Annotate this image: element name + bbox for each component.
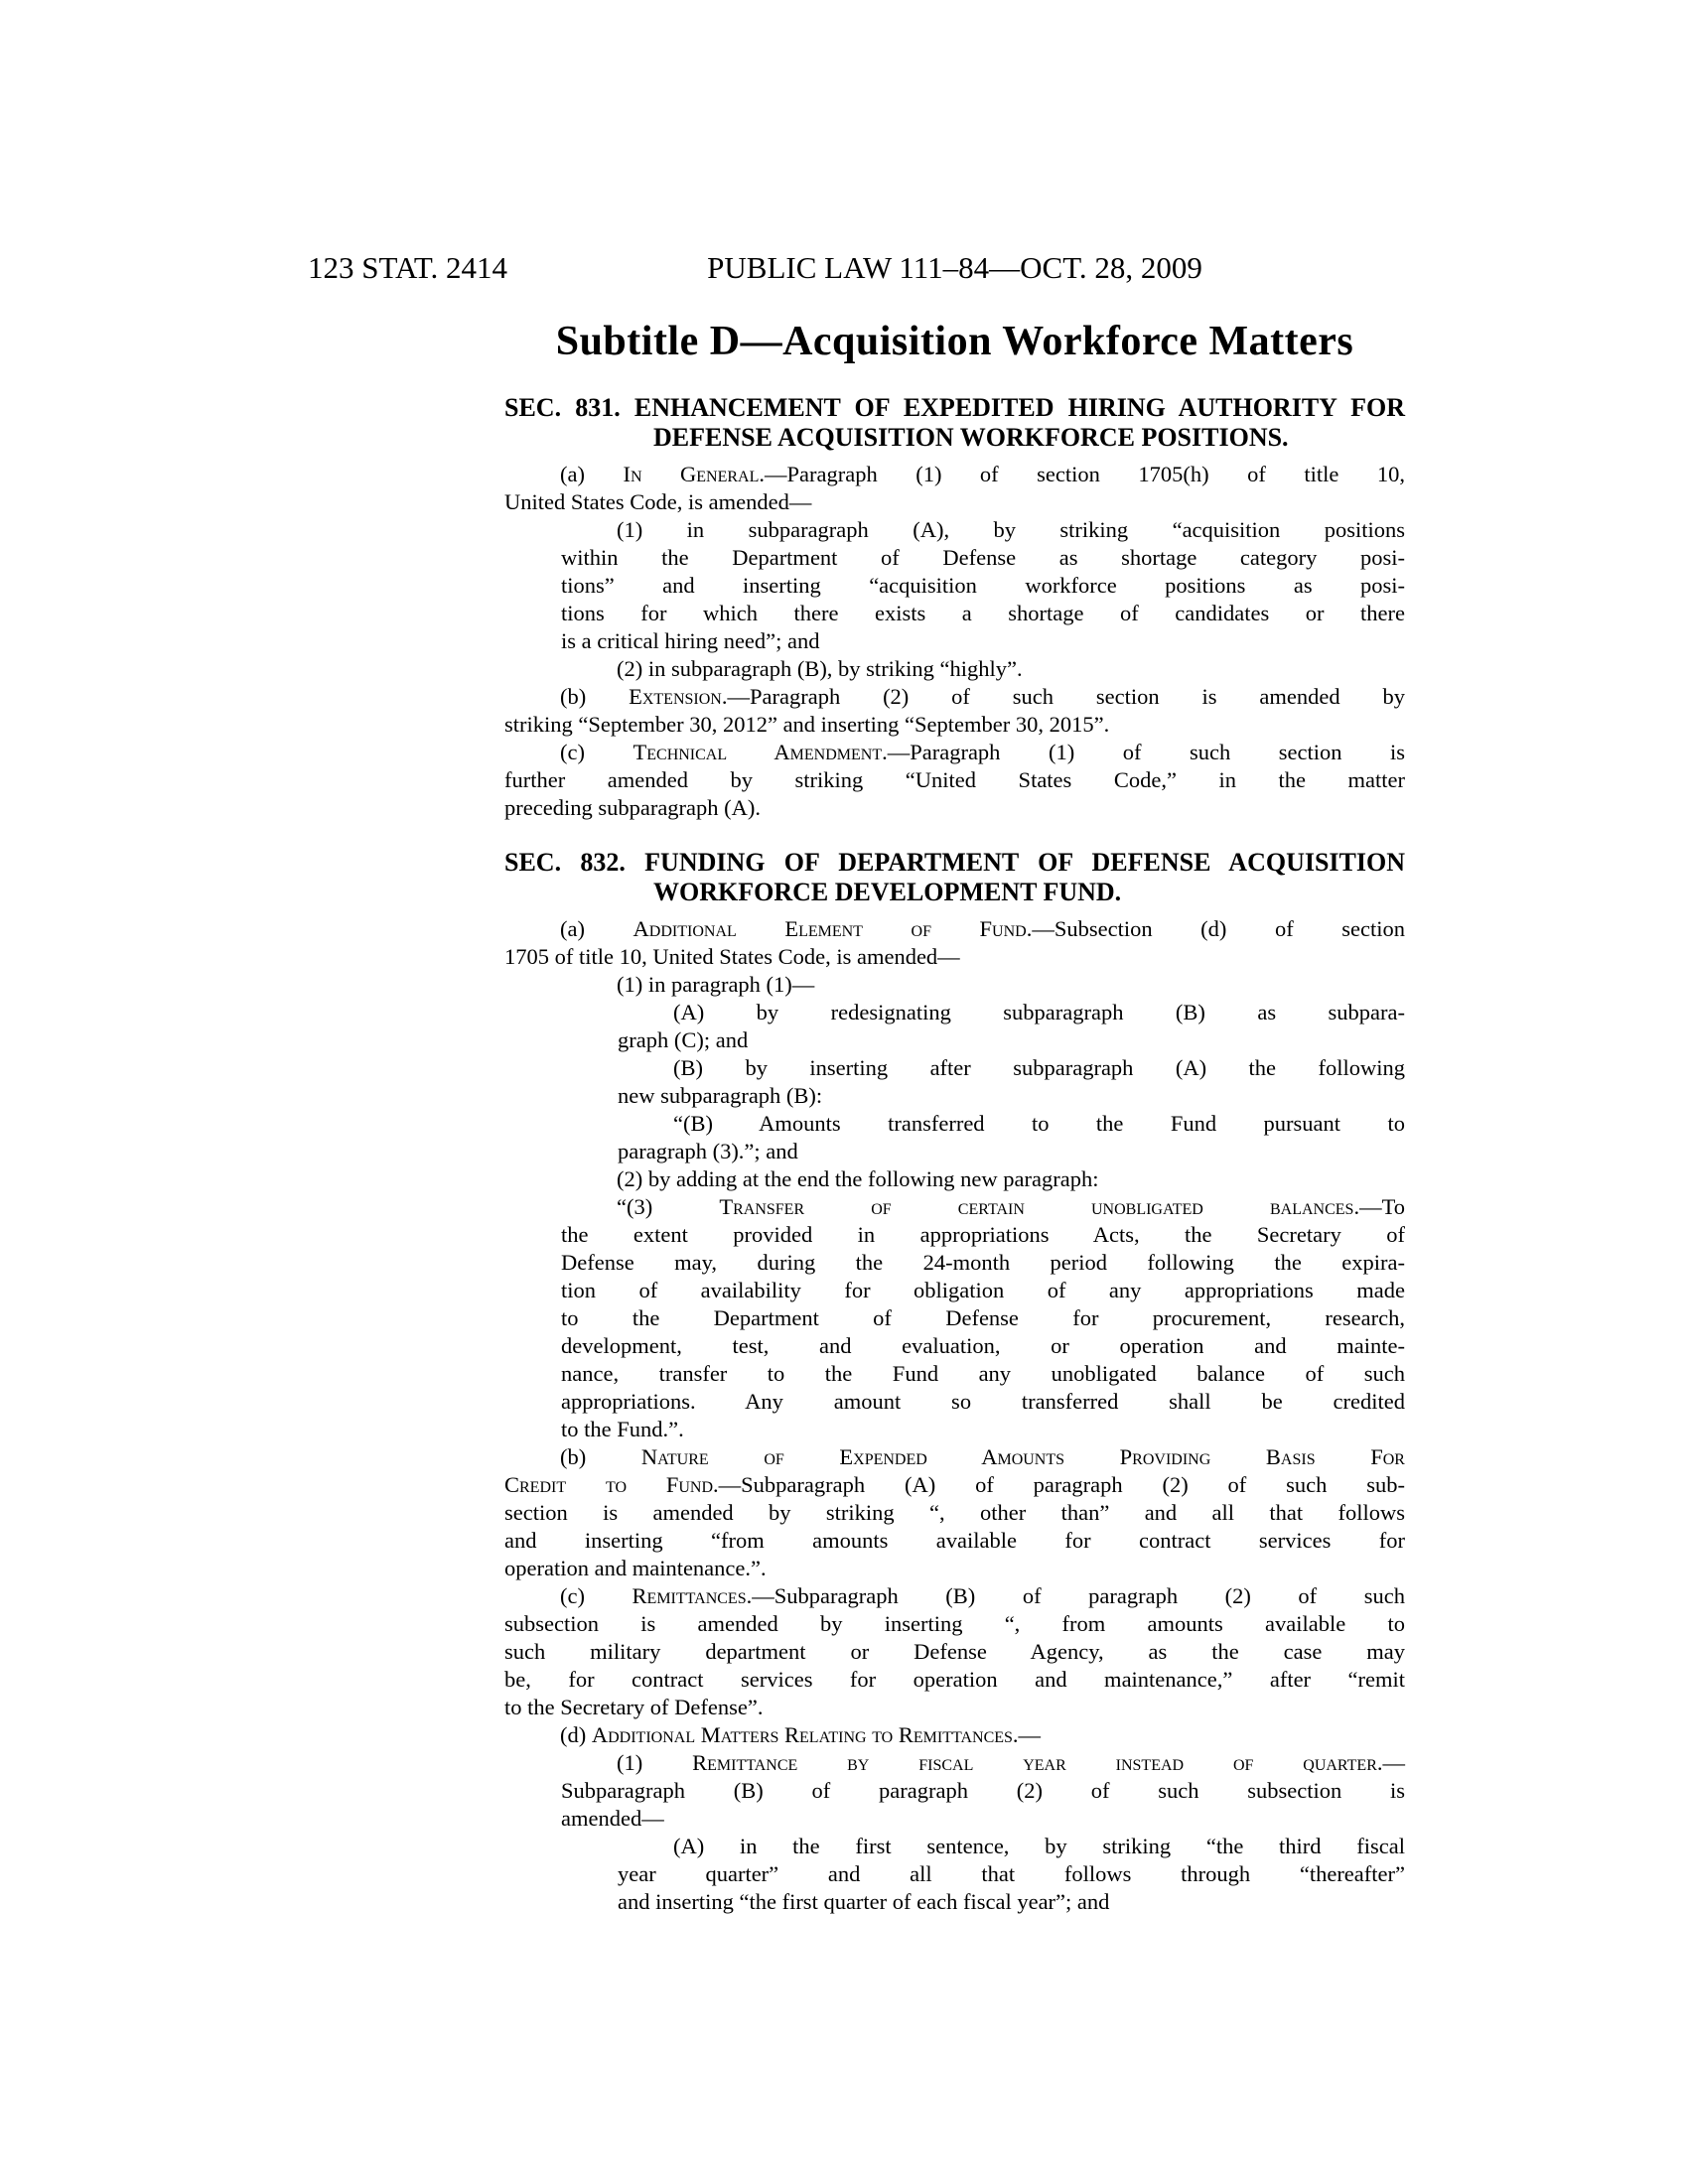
text-run: (A) by redesignating subparagraph (B) as subpara- (673, 1000, 1405, 1024)
statute-line (561, 1221, 1405, 1249)
text-run: and inserting “the first quarter of each fiscal year”; and (618, 1889, 1110, 1914)
statute-line (618, 1026, 1405, 1054)
statute-line (561, 1304, 1405, 1332)
text-run: (c) (560, 740, 633, 764)
statute-line (504, 766, 1405, 794)
statute-paragraph (618, 1054, 1405, 1110)
text-run: year quarter” and all that follows through “thereafter” (618, 1861, 1405, 1886)
statute-paragraph (618, 999, 1405, 1054)
statute-section (504, 393, 1405, 822)
text-run: .—Paragraph (1) of such section is (882, 740, 1405, 764)
text-run: striking “September 30, 2012” and inserting “September 30, 2015”. (504, 712, 1110, 737)
statute-line (618, 1082, 1405, 1110)
statute-line (561, 1388, 1405, 1416)
text-run: (1) (617, 1750, 693, 1775)
statute-paragraph (561, 1749, 1405, 1833)
statute-line (618, 1860, 1405, 1888)
smallcaps-run: Technical Amendment (633, 740, 883, 764)
text-run: operation and maintenance.”. (504, 1556, 767, 1580)
statute-line (504, 1610, 1405, 1638)
text-run: graph (C); and (618, 1027, 749, 1052)
text-run: subsection is amended by inserting “, from amounts available to (504, 1611, 1405, 1636)
statute-paragraph (618, 1110, 1405, 1165)
stat-number: 123 STAT. 2414 (308, 250, 508, 285)
text-run: (a) (560, 462, 624, 486)
smallcaps-run: In General (623, 462, 760, 486)
statute-line (561, 1805, 1405, 1833)
statute-line (561, 1249, 1405, 1277)
section-heading-line: SEC. 832. FUNDING OF DEPARTMENT OF DEFENSE ACQUISITION (504, 848, 1405, 877)
text-run: appropriations. Any amount so transferred shall be credited (561, 1389, 1405, 1414)
statute-line (561, 1332, 1405, 1360)
text-run: “(B) Amounts transferred to the Fund pursuant to (673, 1111, 1405, 1136)
statute-line (504, 711, 1405, 739)
smallcaps-run: Transfer of certain unobligated balances (719, 1194, 1354, 1219)
statute-paragraph (561, 1193, 1405, 1443)
text-run: .— (1012, 1722, 1042, 1747)
statute-line (504, 1721, 1405, 1749)
statute-section (504, 848, 1405, 1916)
statute-line (561, 1777, 1405, 1805)
statute-line (504, 943, 1405, 971)
text-run: tions” and inserting “acquisition workforce positions as posi- (561, 573, 1405, 598)
text-run: (2) by adding at the end the following new paragraph: (617, 1166, 1099, 1191)
statute-line (561, 1193, 1405, 1221)
text-run: .—Paragraph (1) of section 1705(h) of title 10, (759, 462, 1405, 486)
smallcaps-run: Remittances (632, 1583, 747, 1608)
statute-line (504, 1555, 1405, 1582)
statute-paragraph (504, 739, 1405, 822)
statute-line (504, 683, 1405, 711)
text-run: such military department or Defense Agency, as the case may (504, 1639, 1405, 1664)
statute-line (504, 1527, 1405, 1555)
text-run: .—Subparagraph (B) of paragraph (2) of such (746, 1583, 1405, 1608)
smallcaps-run: Nature of Expended Amounts Providing Basis For (640, 1444, 1405, 1469)
law-header: PUBLIC LAW 111–84—OCT. 28, 2009 (707, 250, 1202, 285)
statute-line (504, 739, 1405, 766)
text-run: new subparagraph (B): (618, 1083, 823, 1108)
text-run: to the Department of Defense for procurement, research, (561, 1305, 1405, 1330)
text-run: section is amended by striking “, other than” and all that follows (504, 1500, 1405, 1525)
statute-paragraph (504, 1582, 1405, 1721)
text-run: .—To (1353, 1194, 1405, 1219)
statute-line (618, 1110, 1405, 1138)
text-run: .—Subparagraph (A) of paragraph (2) of such sub- (713, 1472, 1406, 1497)
section-heading (504, 393, 1405, 453)
text-run: amended— (561, 1806, 664, 1831)
text-run: (c) (560, 1583, 633, 1608)
statute-line (504, 1499, 1405, 1527)
statute-paragraph (618, 1833, 1405, 1916)
statute-line (504, 461, 1405, 488)
section-heading (504, 848, 1405, 907)
text-run: (a) (560, 916, 633, 941)
statute-line (561, 627, 1405, 655)
text-run: United States Code, is amended— (504, 489, 812, 514)
statute-line (561, 655, 1405, 683)
statute-line (504, 915, 1405, 943)
statute-line (504, 1582, 1405, 1610)
statute-line (618, 1888, 1405, 1916)
text-run: Subparagraph (B) of paragraph (2) of such subsection is (561, 1778, 1405, 1803)
text-run: .—Paragraph (2) of such section is amended by (721, 684, 1405, 709)
text-run: within the Department of Defense as shortage category posi- (561, 545, 1405, 570)
text-run: “(3) (617, 1194, 720, 1219)
sections-container (504, 393, 1405, 1916)
subtitle-heading: Subtitle D—Acquisition Workforce Matters (555, 319, 1354, 364)
statute-line (504, 794, 1405, 822)
text-run: to the Secretary of Defense”. (504, 1695, 764, 1719)
text-run: (b) (560, 684, 630, 709)
statute-line (561, 572, 1405, 600)
statute-line (504, 1443, 1405, 1471)
statute-paragraph (504, 1721, 1405, 1749)
statute-paragraph (561, 1165, 1405, 1193)
statute-line (561, 1749, 1405, 1777)
section-heading-line: SEC. 831. ENHANCEMENT OF EXPEDITED HIRING AUTHORITY FOR (504, 393, 1405, 422)
statute-line (561, 600, 1405, 627)
text-run: tions for which there exists a shortage of candidates or there (561, 601, 1405, 625)
statute-line (561, 544, 1405, 572)
text-run: .—Subsection (d) of section (1026, 916, 1405, 941)
text-run: further amended by striking “United States Code,” in the matter (504, 767, 1405, 792)
statute-line (618, 999, 1405, 1026)
smallcaps-run: Credit to Fund (504, 1472, 714, 1497)
text-run: (1) in subparagraph (A), by striking “acquisition positions (617, 517, 1405, 542)
statute-paragraph (504, 915, 1405, 971)
text-run: (B) by inserting after subparagraph (A) the following (673, 1055, 1405, 1080)
statute-line (618, 1138, 1405, 1165)
statute-paragraph (504, 1443, 1405, 1582)
statute-line (561, 1277, 1405, 1304)
text-run: and inserting “from amounts available for contract services for (504, 1528, 1405, 1553)
text-run: Defense may, during the 24-month period following the expira- (561, 1250, 1405, 1275)
statute-line (618, 1833, 1405, 1860)
text-run: preceding subparagraph (A). (504, 795, 762, 820)
statute-line (561, 1360, 1405, 1388)
statute-line (618, 1054, 1405, 1082)
smallcaps-run: Additional Matters Relating to Remittances (591, 1722, 1013, 1747)
section-heading-line: DEFENSE ACQUISITION WORKFORCE POSITIONS. (653, 423, 1289, 452)
statute-paragraph (561, 516, 1405, 655)
text-run: (1) in paragraph (1)— (617, 972, 815, 997)
statute-line (504, 1638, 1405, 1666)
text-run: (A) in the first sentence, by striking “the third fiscal (673, 1834, 1405, 1858)
statute-paragraph (561, 655, 1405, 683)
statute-paragraph (504, 461, 1405, 516)
text-run: development, test, and evaluation, or operation and mainte- (561, 1333, 1405, 1358)
statute-line (561, 1416, 1405, 1443)
text-run: to the Fund.”. (561, 1417, 684, 1441)
statute-line (504, 488, 1405, 516)
text-run: .— (1376, 1750, 1405, 1775)
smallcaps-run: Remittance by fiscal year instead of quarter (692, 1750, 1377, 1775)
text-run: (b) (560, 1444, 641, 1469)
statute-line (504, 1694, 1405, 1721)
section-heading-line: WORKFORCE DEVELOPMENT FUND. (653, 878, 1122, 906)
text-run: paragraph (3).”; and (618, 1139, 798, 1163)
statute-paragraph (561, 971, 1405, 999)
text-run: tion of availability for obligation of any appropriations made (561, 1278, 1405, 1302)
smallcaps-run: Extension (629, 684, 722, 709)
statute-line (504, 1471, 1405, 1499)
statute-line (561, 1165, 1405, 1193)
statute-line (504, 1666, 1405, 1694)
statute-paragraph (504, 683, 1405, 739)
smallcaps-run: Additional Element of Fund (633, 916, 1027, 941)
page-content (504, 0, 1405, 1916)
text-run: is a critical hiring need”; and (561, 628, 820, 653)
text-run: 1705 of title 10, United States Code, is amended— (504, 944, 960, 969)
text-run: the extent provided in appropriations Acts, the Secretary of (561, 1222, 1405, 1247)
text-run: (2) in subparagraph (B), by striking “highly”. (617, 656, 1023, 681)
text-run: nance, transfer to the Fund any unobligated balance of such (561, 1361, 1405, 1386)
statute-line (561, 516, 1405, 544)
statute-line (561, 971, 1405, 999)
text-run: (d) (560, 1722, 592, 1747)
text-run: be, for contract services for operation and maintenance,” after “remit (504, 1667, 1405, 1692)
